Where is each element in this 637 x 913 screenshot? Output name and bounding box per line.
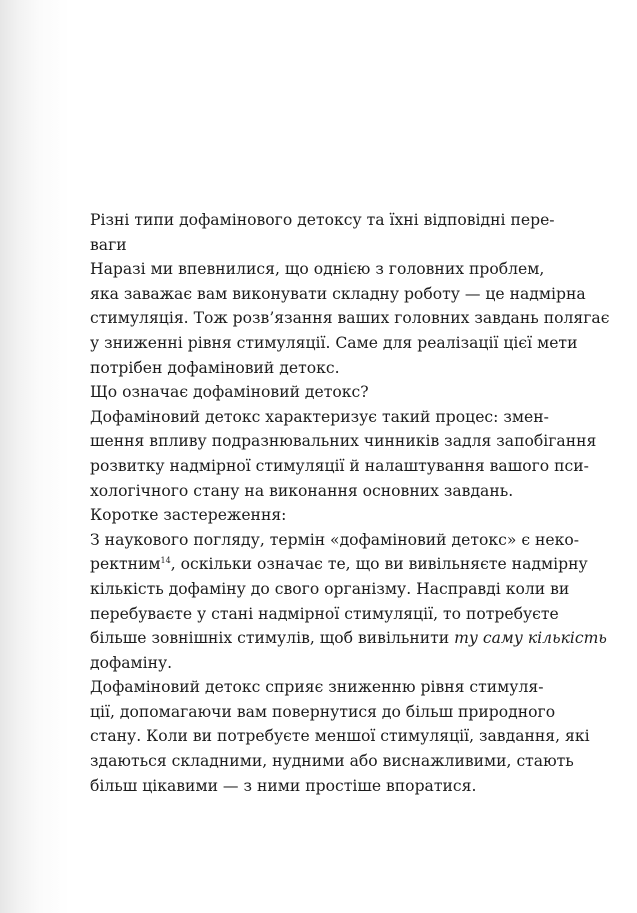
paragraph-line: Наразі ми впевнилися, що однією з головних проблем, xyxy=(90,260,545,279)
body-text xyxy=(90,208,610,798)
paragraph-line: у зниженні рівня стимуляції. Саме для реалізації цієї мети xyxy=(90,333,578,352)
paragraph-line: хологічного стану на виконання основних завдань. xyxy=(90,481,514,500)
paragraph-line: здаються складними, нудними або виснажливими, стають xyxy=(90,752,574,771)
paragraph-line: шення впливу подразнювальних чинників задля запобігання xyxy=(90,432,597,451)
section-heading-line-1: Різні типи дофамінового детоксу та їхні відповідні пере- xyxy=(90,211,555,229)
paragraph-line: стану. Коли ви потребуєте меншої стимуляції, завдання, які xyxy=(90,727,590,746)
paragraph-line: потрібен дофаміновий детокс. xyxy=(90,358,340,377)
paragraph-line: розвитку надмірної стимуляції й налаштування вашого пси- xyxy=(90,456,589,475)
paragraph-line: З наукового погляду, термін «дофаміновий детокс» є неко- xyxy=(90,530,580,549)
warning-heading: Коротке застереження: xyxy=(90,506,287,525)
paragraph-line-with-footnote xyxy=(90,552,588,577)
paragraph-line: перебуваєте у стані надмірної стимуляції, то потребуєте xyxy=(90,604,559,623)
paragraph-line-with-italic xyxy=(90,626,607,651)
footnote-word: ректним xyxy=(90,555,161,574)
paragraph-line: яка заважає вам виконувати складну роботу — це надмірна xyxy=(90,284,586,303)
question-heading: Що означає дофаміновий детокс? xyxy=(90,383,369,402)
paragraph-line: Дофаміновий детокс сприяє зниженню рівня стимуля- xyxy=(90,678,544,697)
paragraph-line: стимуляція. Тож розв’язання ваших головних завдань полягає xyxy=(90,309,610,328)
paragraph-line: ції, допомагаючи вам повернутися до більш природного xyxy=(90,702,556,721)
paragraph-line: Дофаміновий детокс характеризує такий процес: змен- xyxy=(90,407,549,426)
plain-text: більше зовнішніх стимулів, щоб вивільнити xyxy=(90,629,455,648)
italic-emphasis: ту саму кількість xyxy=(454,629,607,648)
footnote-word-rest: , оскільки означає те, що ви вивільняєте надмірну xyxy=(170,555,588,574)
section-heading-line-2: ваги xyxy=(90,235,127,254)
paragraph-line: більш цікавими — з ними простіше впоратися. xyxy=(90,776,477,795)
paragraph-line: дофаміну. xyxy=(90,653,173,672)
paragraph-line: кількість дофаміну до свого організму. Насправді коли ви xyxy=(90,579,570,598)
footnote-marker[interactable]: 14 xyxy=(160,556,171,566)
